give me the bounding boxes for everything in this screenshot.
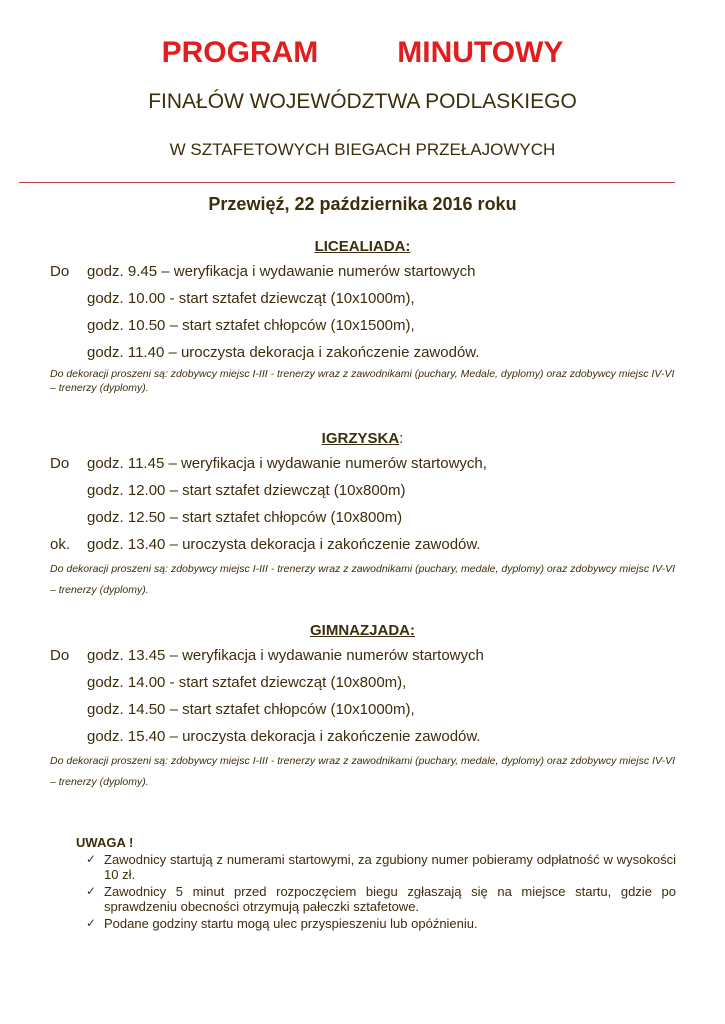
section-heading-colon: : bbox=[399, 430, 404, 447]
row-text: godz. 11.40 – uroczysta dekoracja i zakończenie zawodów. bbox=[87, 344, 480, 361]
place-date: Przewięź, 22 października 2016 roku bbox=[208, 194, 517, 214]
row-text: godz. 9.45 – weryfikacja i wydawanie numerów startowych bbox=[87, 263, 476, 280]
page-subtitle: FINAŁÓW WOJEWÓDZTWA PODLASKIEGO bbox=[148, 90, 577, 113]
notice-item-text: Zawodnicy 5 minut przed rozpoczęciem biegu zgłaszają się na miejsce startu, gdzie po sprawdzeniu obecności otrzymują pałeczki sztafetowe. bbox=[104, 884, 676, 914]
notice-list bbox=[76, 852, 676, 931]
notice-item bbox=[76, 852, 676, 882]
notice-item-text: Podane godziny startu mogą ulec przyspieszeniu lub opóźnieniu. bbox=[104, 916, 478, 931]
schedule-row bbox=[50, 642, 675, 669]
page-title: PROGRAM MINUTOWY bbox=[161, 36, 564, 69]
schedule-row bbox=[50, 504, 675, 531]
row-text: godz. 12.00 – start sztafet dziewcząt (10x800m) bbox=[87, 482, 406, 499]
schedule-row bbox=[50, 312, 675, 339]
checkmark-icon: ✓ bbox=[86, 916, 97, 930]
row-text: godz. 11.45 – weryfikacja i wydawanie numerów startowych, bbox=[87, 455, 487, 472]
page-subtitle-2: W SZTAFETOWYCH BIEGACH PRZEŁAJOWYCH bbox=[169, 140, 556, 159]
row-text: godz. 14.00 - start sztafet dziewcząt (10x800m), bbox=[87, 674, 407, 691]
row-prefix: Do bbox=[50, 263, 70, 280]
row-prefix: Do bbox=[50, 455, 70, 472]
schedule-row bbox=[50, 669, 675, 696]
section-licealiada bbox=[50, 236, 675, 395]
section-heading-label: LICEALIADA: bbox=[314, 238, 411, 255]
schedule-row bbox=[50, 696, 675, 723]
schedule-row bbox=[50, 285, 675, 312]
section-igrzyska bbox=[50, 428, 675, 601]
section-heading bbox=[50, 428, 675, 450]
section-note: Do dekoracji proszeni są: zdobywcy miejsc I-III - trenerzy wraz z zawodnikami (puchary, medale, dyplomy) oraz zdobywcy miejsc IV-VI – trenerzy (dyplomy). bbox=[50, 563, 675, 596]
notice-item bbox=[76, 916, 676, 931]
checkmark-icon: ✓ bbox=[86, 884, 97, 898]
schedule-row bbox=[50, 339, 675, 366]
checkmark-icon: ✓ bbox=[86, 852, 97, 866]
row-text: godz. 10.50 – start sztafet chłopców (10x1500m), bbox=[87, 317, 415, 334]
schedule-row bbox=[50, 477, 675, 504]
schedule-row bbox=[50, 258, 675, 285]
row-prefix: ok. bbox=[50, 536, 71, 553]
divider bbox=[19, 182, 675, 183]
notice-box bbox=[76, 834, 676, 933]
row-text: godz. 13.45 – weryfikacja i wydawanie numerów startowych bbox=[87, 647, 484, 664]
row-text: godz. 14.50 – start sztafet chłopców (10x1000m), bbox=[87, 701, 415, 718]
section-heading-label: IGRZYSKA bbox=[321, 430, 400, 447]
schedule-row bbox=[50, 450, 675, 477]
schedule-row bbox=[50, 723, 675, 750]
notice-item bbox=[76, 884, 676, 914]
row-text: godz. 13.40 – uroczysta dekoracja i zakończenie zawodów. bbox=[87, 536, 481, 553]
section-heading bbox=[50, 236, 675, 258]
section-note: Do dekoracji proszeni są: zdobywcy miejsc I-III - trenerzy wraz z zawodnikami (puchary, medale, dyplomy) oraz zdobywcy miejsc IV-VI – trenerzy (dyplomy). bbox=[50, 755, 675, 788]
notice-item-text: Zawodnicy startują z numerami startowymi, za zgubiony numer pobieramy odpłatność w wysokości 10 zł. bbox=[104, 852, 676, 882]
row-prefix: Do bbox=[50, 647, 70, 664]
section-heading bbox=[50, 620, 675, 642]
section-gimnazjada bbox=[50, 620, 675, 793]
notice-title: UWAGA ! bbox=[76, 835, 134, 850]
row-text: godz. 12.50 – start sztafet chłopców (10x800m) bbox=[87, 509, 403, 526]
section-note: Do dekoracji proszeni są: zdobywcy miejsc I-III - trenerzy wraz z zawodnikami (puchary, Medale, dyplomy) oraz zdobywcy miejsc IV-VI – trenerzy (dyplomy). bbox=[50, 368, 675, 394]
section-heading-label: GIMNAZJADA: bbox=[310, 622, 415, 639]
row-text: godz. 15.40 – uroczysta dekoracja i zakończenie zawodów. bbox=[87, 728, 481, 745]
row-text: godz. 10.00 - start sztafet dziewcząt (10x1000m), bbox=[87, 290, 415, 307]
schedule-row bbox=[50, 531, 675, 558]
